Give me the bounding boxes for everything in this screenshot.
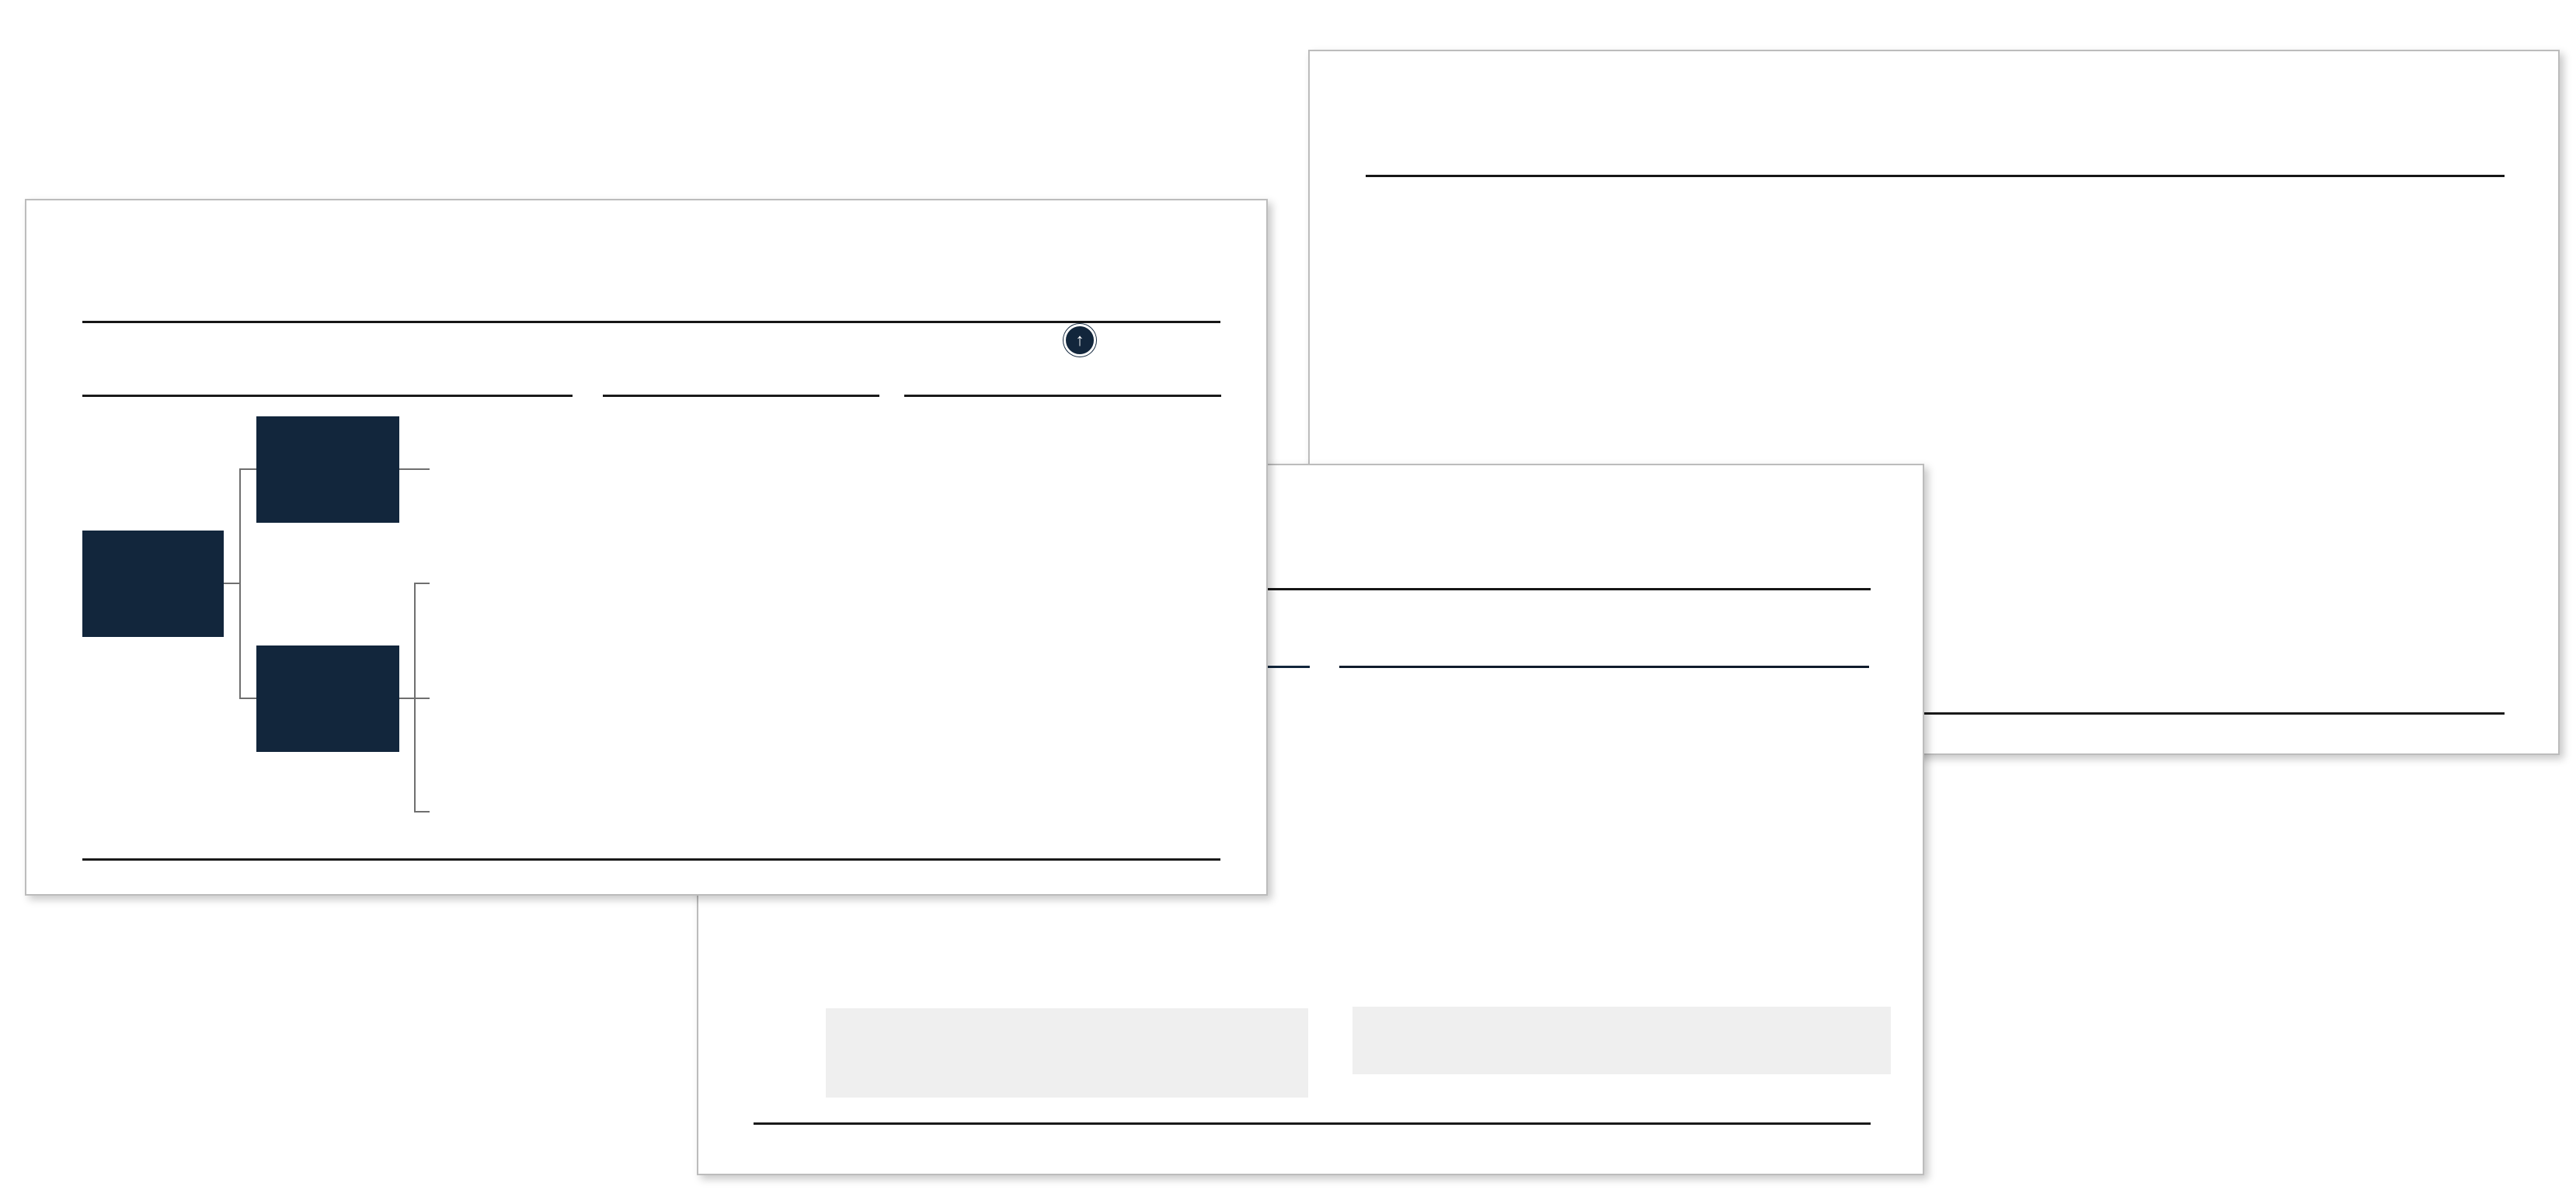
connector [414,811,430,813]
footer-rule [754,1122,1871,1125]
slide-footer [1189,867,1217,882]
right-chart-header-rule [1339,666,1869,668]
slide-footer [2474,721,2502,736]
connector [239,468,256,470]
market-share-band [826,1008,1308,1098]
footer-rule [82,858,1220,861]
slide-spending-trend [25,199,1268,896]
effects-rule [603,395,879,397]
connector [239,698,256,699]
title-rule [82,321,1220,323]
connector [399,468,430,470]
connector [414,583,430,584]
connector [414,583,416,813]
connector [224,583,240,584]
comments-rule [904,395,1221,397]
title-rule [1366,175,2505,177]
slide-footer [1840,1129,1868,1144]
babies-born-box [256,416,399,523]
market-size-box [82,531,224,637]
impact-legend-icon arrow-up-icon: ↑ [1063,324,1096,357]
growth-drivers-rule [82,395,573,397]
connector [239,468,241,699]
spending-per-baby-box [256,645,399,752]
insight-box [1352,1007,1891,1074]
